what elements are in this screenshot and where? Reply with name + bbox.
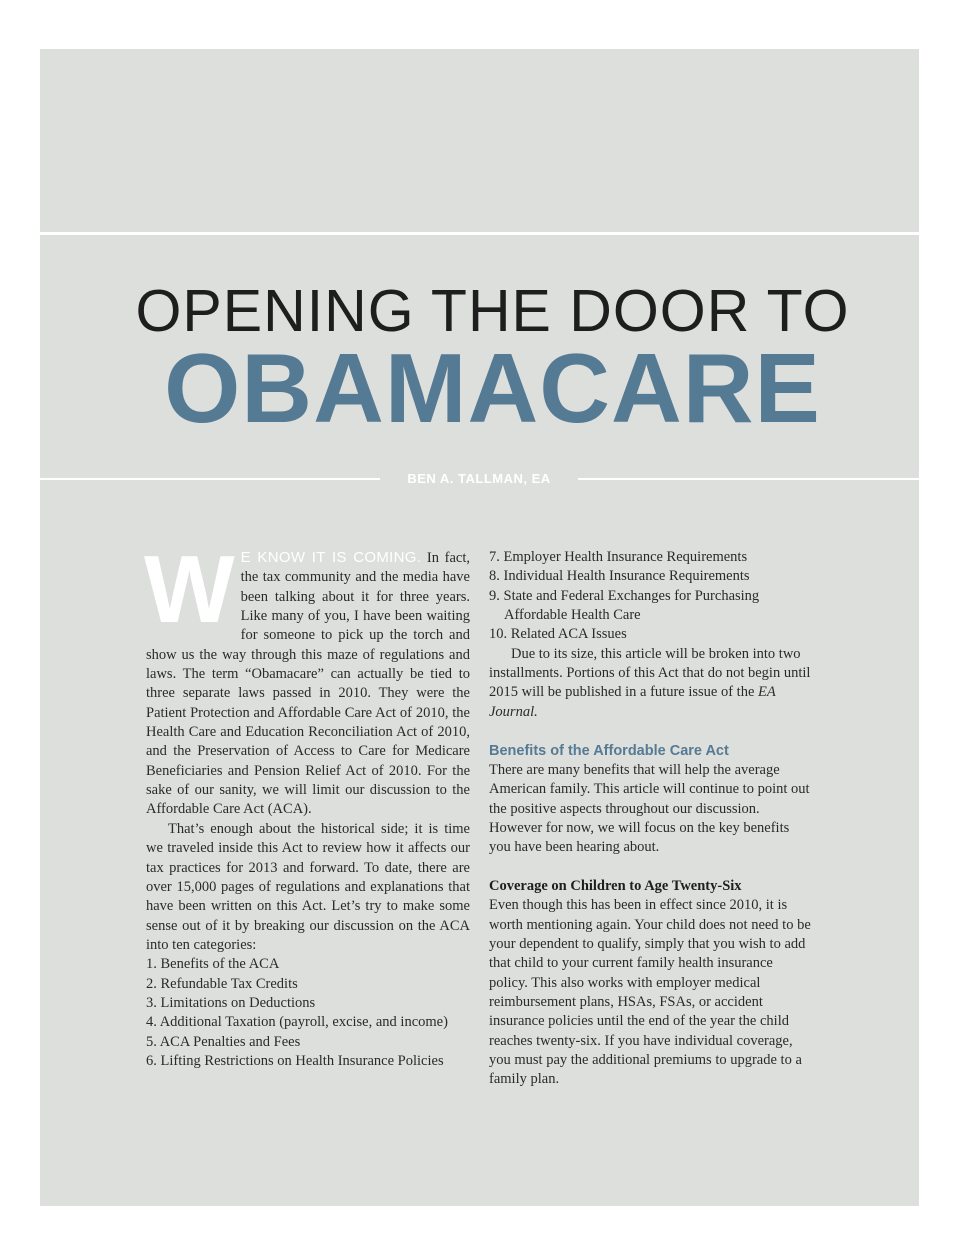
list-item: 1. Benefits of the ACA xyxy=(146,956,280,973)
lead-in: E KNOW IT IS COMING. xyxy=(240,549,422,566)
title-line1: OPENING THE DOOR TO xyxy=(135,278,850,344)
author-byline: BEN A. TALLMAN, EA xyxy=(407,471,551,486)
list-item: 6. Lifting Restrictions on Health Insurance Policies xyxy=(146,1052,444,1069)
byline-row xyxy=(40,468,919,490)
drop-cap: W xyxy=(144,536,235,643)
paragraph-3-text: Due to its size, this article will be broken into two installments. Portions of this Act that do not begin until 2015 will be published in a future issue of the xyxy=(489,645,811,701)
top-divider xyxy=(40,232,919,235)
title-line2: OBAMACARE xyxy=(164,333,821,443)
list-item: 2. Refundable Tax Credits xyxy=(146,975,298,992)
list-item: Affordable Health Care xyxy=(504,607,641,624)
section-benefits-body: There are many benefits that will help the average American family. This article will continue to point out the positive aspects throughout our discussion. However for now, we will focus on the key benefits you have been hearing about. xyxy=(489,762,810,856)
category-list-part1 xyxy=(146,955,470,1071)
opening-paragraph xyxy=(144,536,471,820)
list-item: 9. State and Federal Exchanges for Purchasing xyxy=(489,587,760,604)
list-item: 10. Related ACA Issues xyxy=(489,626,627,643)
list-item: 4. Additional Taxation (payroll, excise, and income) xyxy=(146,1014,448,1031)
category-list-part2 xyxy=(489,548,813,645)
list-item: 3. Limitations on Deductions xyxy=(146,994,316,1011)
byline-rule-left xyxy=(40,478,380,480)
right-column xyxy=(489,548,813,1090)
section-heading-benefits: Benefits of the Affordable Care Act xyxy=(489,743,729,760)
subsection-coverage-body: Even though this has been in effect since 2010, it is worth mentioning again. Your child does not need to be your dependent to qualify, simply that you wish to add that child to your current family health insurance policy. This also works with employer medical reimbursement plans, HSAs, FSAs, or accident insurance policies until the end of the year the child reaches twenty-six. If you have individual coverage, you must pay the additional premiums to upgrade to a family plan. xyxy=(489,897,811,1088)
byline-rule-right xyxy=(578,478,919,480)
paragraph-3 xyxy=(489,645,813,722)
list-item: 8. Individual Health Insurance Requirements xyxy=(489,568,750,585)
paragraph-2: That’s enough about the historical side; it is time we traveled inside this Act to review how it affects our tax practices for 2013 and forward. To date, there are over 15,000 pages of regulations and explanations that have been written on this Act. Let’s try to make some sense out of it by breaking our discussion on the ACA into ten categories: xyxy=(146,820,470,953)
list-item: 7. Employer Health Insurance Requirements xyxy=(489,549,748,565)
paragraph-1: In fact, the tax community and the media have been talking about it for three years. Like many of you, I have been waiting for someone to pick up the torch and show us the way through this maze of regulations and laws. The term “Obamacare” can actually be tied to three separate laws passed in 2010. They were the Patient Protection and Affordable Care Act of 2010, the Health Care and Education Reconciliation Act of 2010, and the Preservation of Access to Care for Medicare Beneficiaries and Pension Relief Act of 2010. For the sake of our sanity, we will limit our discussion to the Affordable Care Act (ACA). xyxy=(146,550,471,818)
left-column xyxy=(144,536,471,1071)
journal-name: EA Journal. xyxy=(489,684,776,720)
subsection-heading-coverage: Coverage on Children to Age Twenty-Six xyxy=(489,877,742,894)
list-item: 5. ACA Penalties and Fees xyxy=(146,1033,301,1050)
